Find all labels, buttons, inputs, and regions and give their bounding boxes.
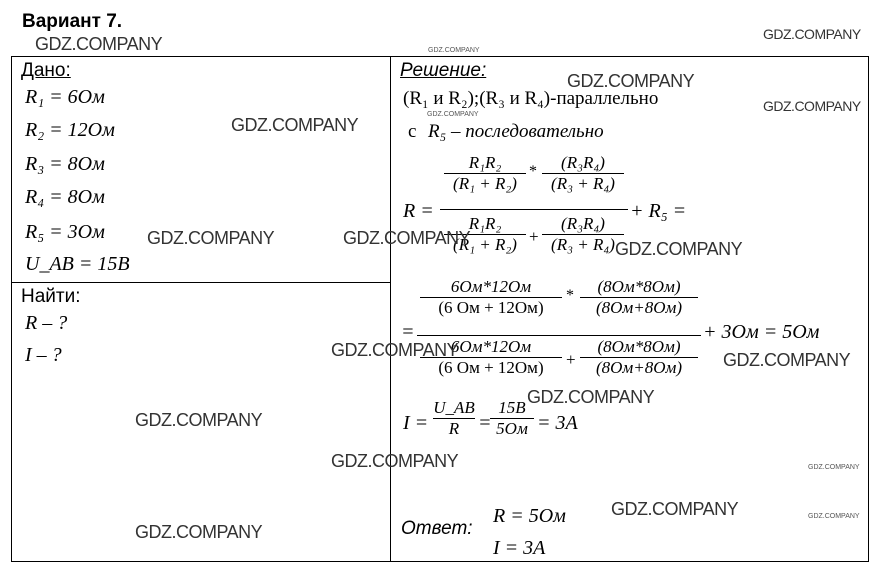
formula-star: *: [529, 163, 537, 180]
formula-main-bar: [440, 209, 628, 210]
current-lhs: I =: [403, 412, 429, 434]
given-find-divider: [11, 282, 391, 283]
watermark-text: GDZ.COMPANY: [808, 464, 860, 471]
watermark-text: GDZ.COMPANY: [427, 111, 479, 118]
formula-lhs: R =: [403, 200, 434, 222]
watermark-text: GDZ.COMPANY: [135, 522, 263, 542]
watermark-text: GDZ.COMPANY: [763, 98, 861, 114]
solution-line-prefix: с: [408, 121, 417, 142]
find-i: I – ?: [25, 344, 62, 366]
formula-frac-1: [444, 153, 526, 194]
formula-frac-1-num: R₁R₂: [468, 153, 502, 172]
watermark-text: GDZ.COMPANY: [331, 451, 459, 471]
numeric-frac-4: [580, 337, 698, 378]
given-r5: R₅ = 3Ом: [25, 221, 105, 243]
page-title: Вариант 7.: [22, 11, 123, 32]
numeric-frac-4-den: (8Ом+8Ом): [595, 358, 683, 377]
formula-frac-2-num: (R₃R₄): [561, 153, 605, 172]
given-uab: U_AB = 15B: [25, 253, 130, 275]
table-top-border: [11, 56, 869, 57]
formula-frac-4-den: (R₃ + R₄): [551, 235, 615, 254]
solution-line-series: R₅ – последовательно: [428, 121, 604, 142]
numeric-frac-1-num: 6Ом*12Ом: [450, 277, 532, 296]
watermark-text: GDZ.COMPANY: [808, 513, 860, 520]
formula-frac-4-num: (R₃R₄): [561, 214, 605, 233]
watermark-text: GDZ.COMPANY: [231, 115, 359, 135]
watermark-text: GDZ.COMPANY: [567, 71, 695, 91]
numeric-lhs: =: [401, 321, 415, 343]
formula-plus: +: [529, 227, 539, 246]
formula-frac-4: [542, 214, 624, 255]
current-tail: = 3A: [537, 412, 578, 434]
given-r1: R₁ = 6Ом: [25, 86, 105, 108]
solution-line-parallel: (R₁ и R₂);(R₃ и R₄)-параллельно: [403, 88, 659, 109]
answer-label: Ответ:: [401, 518, 473, 539]
watermark-text: GDZ.COMPANY: [527, 387, 655, 407]
watermark-text: GDZ.COMPANY: [331, 340, 459, 360]
numeric-frac-1: [420, 277, 562, 318]
formula-frac-3-num: R₁R₂: [468, 214, 502, 233]
watermark-text: GDZ.COMPANY: [611, 499, 739, 519]
numeric-tail: + 3Ом = 5Ом: [703, 321, 820, 343]
watermark-text: GDZ.COMPANY: [428, 47, 480, 54]
formula-tail: + R₅ =: [630, 200, 687, 222]
watermark-text: GDZ.COMPANY: [763, 26, 861, 42]
numeric-frac-3-num: 6Ом*12Ом: [450, 337, 532, 356]
numeric-star: *: [566, 287, 574, 304]
current-frac-2-den: 5Ом: [496, 419, 528, 438]
current-frac-2-num: 15B: [498, 398, 526, 417]
numeric-frac-1-den: (6 Ом + 12Ом): [438, 298, 544, 317]
numeric-frac-2-num: (8Ом*8Ом): [597, 277, 681, 296]
solution-heading: Решение:: [400, 60, 487, 81]
watermark-text: GDZ.COMPANY: [147, 228, 275, 248]
watermark-text: GDZ.COMPANY: [615, 239, 743, 259]
answer-i: I = 3A: [493, 537, 546, 559]
numeric-frac-3-den: (6 Ом + 12Ом): [438, 358, 544, 377]
watermark-text: GDZ.COMPANY: [35, 34, 163, 54]
table-right-border: [868, 56, 869, 562]
numeric-frac-2: [580, 277, 698, 318]
given-heading: Дано:: [21, 60, 71, 81]
find-r: R – ?: [25, 312, 68, 334]
given-r3: R₃ = 8Ом: [25, 153, 105, 175]
table-bottom-border: [11, 561, 869, 562]
numeric-frac-2-den: (8Ом+8Ом): [595, 298, 683, 317]
numeric-frac-4-num: (8Ом*8Ом): [597, 337, 681, 356]
formula-frac-2: [542, 153, 624, 194]
formula-frac-3-den: (R₁ + R₂): [453, 235, 517, 254]
answer-r: R = 5Ом: [493, 505, 566, 527]
formula-frac-1-den: (R₁ + R₂): [453, 174, 517, 193]
current-frac-1: [433, 398, 475, 439]
table-left-border: [11, 56, 12, 562]
watermark-text: GDZ.COMPANY: [135, 410, 263, 430]
find-heading: Найти:: [21, 286, 81, 307]
given-r2: R₂ = 12Ом: [25, 119, 115, 141]
watermark-text: GDZ.COMPANY: [723, 350, 851, 370]
current-frac-1-den: R: [448, 419, 460, 438]
current-eq: =: [478, 412, 492, 434]
given-r4: R₄ = 8Ом: [25, 186, 105, 208]
watermark-text: GDZ.COMPANY: [343, 228, 471, 248]
column-divider: [390, 56, 391, 562]
formula-frac-2-den: (R₃ + R₄): [551, 174, 615, 193]
numeric-plus: +: [566, 350, 576, 369]
numeric-main-bar: [417, 335, 701, 336]
current-frac-1-num: U_AB: [433, 398, 475, 417]
